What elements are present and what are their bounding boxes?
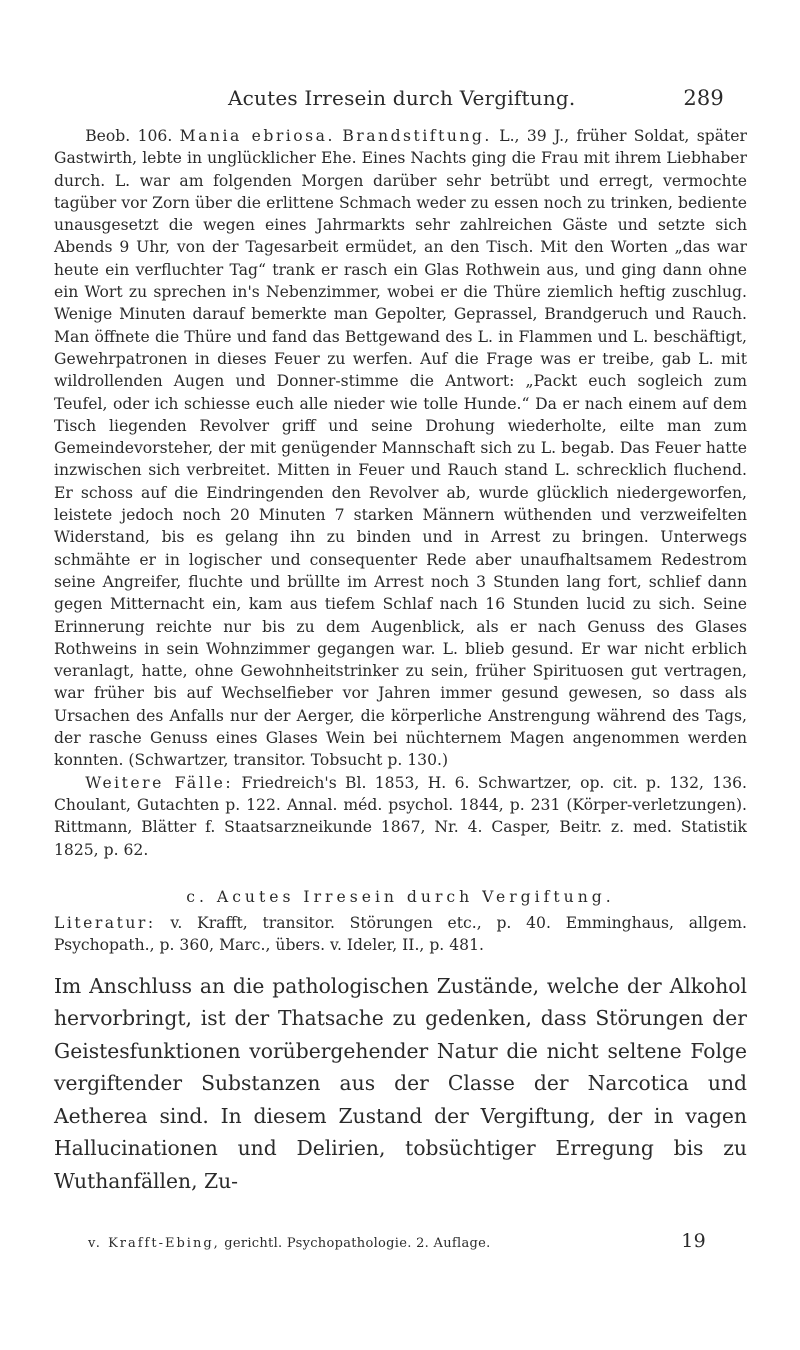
case-text: L., 39 J., früher Soldat, später Gastwirth, lebte in unglücklicher Ehe. Eines Nachts ging die Frau mit ihrem Liebhaber durch. L. war am folgenden Morgen darüber sehr betrübt und erregt, vermochte tagüber vor Zorn über die erlittene Schmach weder zu essen noch zu trinken, bediente unausgesetzt die wegen eines Jahrmarkts sehr zahlreichen Gäste und setzte sich Abends 9 Uhr, von der Tagesarbeit ermüdet, an den Tisch. Mit den Worten „das war heute ein verfluchter Tag“ trank er rasch ein Glas Rothwein aus, und ging dann ohne ein Wort zu sprechen in's Nebenzimmer, wobei er die Thüre ziemlich heftig zuschlug. Wenige Minuten darauf bemerkte man Gepolter, Geprassel, Brandgeruch und Rauch. Man öffnete die Thüre und fand das Bettgewand des L. in Flammen und L. beschäftigt, Gewehrpatronen in dieses Feuer zu werfen. Auf die Frage was er treibe, gab L. mit wildrollenden Augen und Donner-stimme die Antwort: „Packt euch sogleich zum Teufel, oder ich schiesse euch alle nieder wie tolle Hunde.“ Da er nach einem auf dem Tisch liegenden Revolver griff und seine Drohung wiederholte, eilte man zum Gemeindevorsteher, der mit genügender Mannschaft sich zu L. begab. Das Feuer hatte inzwischen sich verbreitet. Mitten in Feuer und Rauch stand L. schrecklich fluchend. Er schoss auf die Eindringenden den Revolver ab, wurde glücklich niedergeworfen, leistete jedoch noch 20 Minuten 7 starken Männern wüthenden und verzweifelten Widerstand, bis es gelang ihn zu binden und in Arrest zu bringen. Unterwegs schmähte er in logischer und consequenter Rede aber unaufhaltsamem Redestrom seine Angreifer, fluchte und brüllte im Arrest noch 3 Stunden lang fort, schlief dann gegen Mitternacht ein, kam aus tiefem Schlaf nach 16 Stunden lucid zu sich. Seine Erinnerung reichte nur bis zu dem Augenblick, als er nach Genuss des Glases Rothweins in sein Wohnzimmer gegangen war. L. blieb gesund. Er war nicht erblich veranlagt, hatte, ohne Gewohnheitstrinker zu sein, früher Spirituosen gut vertragen, war früher bis auf Wechselfieber vor Jahren immer gesund gewesen, so dass als Ursachen des Anfalls nur der Aerger, die körperliche Anstrengung während des Tags, der rasche Genuss eines Glases Wein bei nüchternem Magen angenommen werden konnten. (Schwartzer, transitor. Tobsucht p. 130.): [54, 127, 747, 770]
case-number: Beob. 106.: [85, 127, 173, 145]
case-report: [54, 125, 747, 772]
literature-label: Literatur:: [54, 914, 156, 933]
intro-paragraph: Im Anschluss an die pathologischen Zustände, welche der Alkohol hervorbringt, ist der Thatsache zu gedenken, dass Störungen der Geistesfunktionen vorübergehender Natur die nicht seltene Folge vergiftender Substanzen aus der Classe der Narcotica und Aetherea sind. In diesem Zustand der Vergiftung, der in vagen Hallucinationen und Delirien, tobsüchtiger Erregung bis zu Wuthanfällen, Zu-: [54, 973, 747, 1193]
literature-text: v. Krafft, transitor. Störungen etc., p. 40. Emminghaus, allgem. Psychopath., p. 360, Marc., übers. v. Ideler, II., p. 481.: [54, 914, 747, 955]
page-number: 289: [683, 86, 724, 110]
footer-author: v. Krafft-Ebing,: [88, 1236, 220, 1251]
case-event: Brandstiftung.: [342, 127, 492, 145]
further-cases: [54, 772, 747, 861]
footer-book: gerichtl. Psychopathologie. 2. Auflage.: [224, 1236, 491, 1251]
signature-mark: 19: [681, 1230, 706, 1252]
main-text: [54, 125, 747, 1197]
literature-note: [54, 912, 747, 957]
section-heading: c. Acutes Irresein durch Vergiftung.: [186, 887, 615, 906]
further-cases-text: Friedreich's Bl. 1853, H. 6. Schwartzer, op. cit. p. 132, 136. Choulant, Gutachten p. 122. Annal. méd. psychol. 1844, p. 231 (Körper-verletzungen). Rittmann, Blätter f. Staatsarzneikunde 1867, Nr. 4. Casper, Beitr. z. med. Statistik 1825, p. 62.: [54, 773, 747, 859]
page-footer: [88, 1230, 748, 1252]
running-title: Acutes Irresein durch Vergiftung.: [228, 86, 576, 110]
further-cases-label: Weitere Fälle:: [85, 773, 234, 792]
case-diagnosis: Mania ebriosa.: [179, 127, 335, 145]
